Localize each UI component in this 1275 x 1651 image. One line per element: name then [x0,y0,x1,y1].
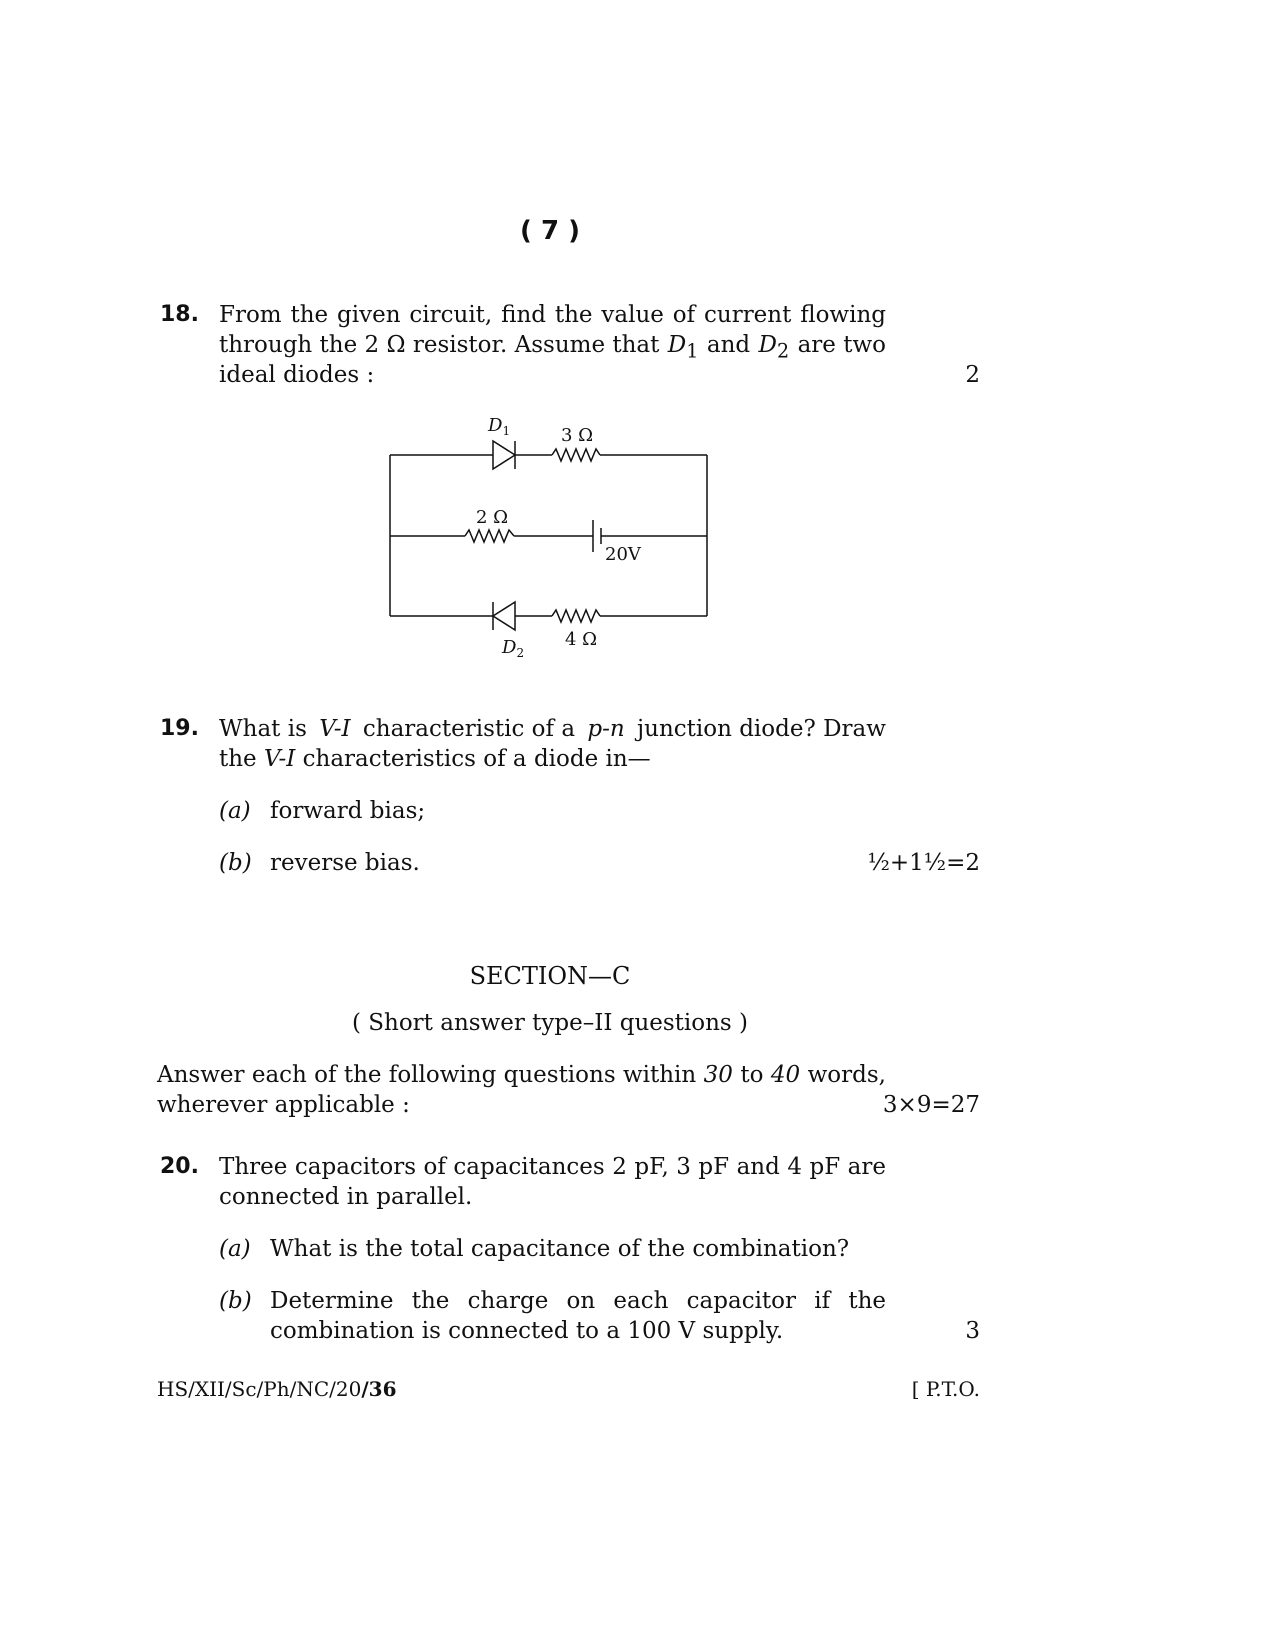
option-label: (a) [219,1236,251,1262]
diode-ref: $D_2$ [758,332,790,363]
option-label: (b) [219,850,252,876]
question-text-line: ideal diodes : [219,362,375,388]
option-text: forward bias; [270,798,426,824]
question-number: 19. [160,716,199,741]
battery-label: 20V [605,544,641,565]
diode-ref: $D_1$ [667,332,699,363]
option-label: (b) [219,1288,252,1314]
question-number: 18. [160,302,199,327]
d1-label: $D_1$ [488,415,511,438]
text-segment: through the 2 Ω resistor. Assume that [219,332,660,358]
question-text-line: What is V-I characteristic of a p-n junction diode? Draw [219,716,886,742]
question-number: 20. [160,1154,199,1179]
text-segment: and [706,332,751,358]
marks: 2 [965,362,980,388]
question-text-line: Three capacitors of capacitances 2 pF, 3 pF and 4 pF are [219,1154,886,1180]
section-instructions: Answer each of the following questions within 30 to 40 words, [157,1062,886,1088]
option-text: reverse bias. [270,850,420,876]
marks: 3×9=27 [882,1092,980,1118]
page-number: ( 7 ) [520,216,580,246]
marks: 3 [965,1318,980,1344]
circuit-diagram [380,405,720,665]
question-text-line: From the given circuit, find the value of current flowing [219,302,886,328]
section-subtitle: ( Short answer type–II questions ) [351,1010,749,1036]
option-label: (a) [219,798,251,824]
option-text: Determine the charge on each capacitor if the [270,1288,886,1314]
section-instructions: wherever applicable : [157,1092,410,1118]
section-title: SECTION—C [469,962,631,990]
question-text-line: connected in parallel. [219,1184,473,1210]
marks: ½+1½=2 [867,850,980,876]
option-text: What is the total capacitance of the combination? [270,1236,850,1262]
r2-label: 2 Ω [476,507,509,528]
text-segment: are two [797,332,886,358]
pto-label: [ P.T.O. [911,1377,980,1401]
r3-label: 3 Ω [561,425,594,446]
d2-label: $D_2$ [502,637,525,660]
question-text-line: the V-I characteristics of a diode in— [219,746,651,772]
r4-label: 4 Ω [565,629,598,650]
paper-code: HS/XII/Sc/Ph/NC/20/36 [157,1377,397,1401]
option-text: combination is connected to a 100 V supply. [270,1318,784,1344]
